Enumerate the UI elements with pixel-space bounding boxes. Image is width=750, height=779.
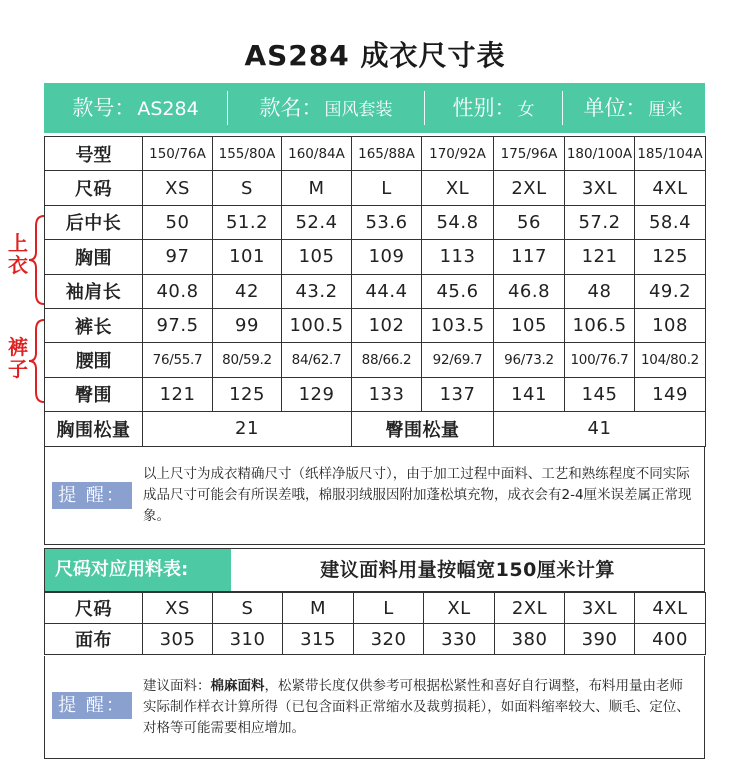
cell: 52.4 xyxy=(282,205,352,239)
cell: 108 xyxy=(635,308,706,342)
cell: 185/104A xyxy=(635,137,706,171)
chest-ease-label: 胸围松量 xyxy=(45,412,143,446)
fabric-row-amount xyxy=(45,624,706,655)
cell: 50 xyxy=(143,205,213,239)
cell: 99 xyxy=(213,308,282,342)
cell: 97.5 xyxy=(143,308,213,342)
cell: 160/84A xyxy=(282,137,352,171)
row-label: 胸围 xyxy=(45,240,143,274)
cell: 46.8 xyxy=(494,274,565,308)
row-model xyxy=(45,137,706,171)
unit xyxy=(563,83,703,133)
cell: 125 xyxy=(213,377,282,411)
gender-value: 女 xyxy=(517,100,535,120)
cell: 102 xyxy=(352,308,422,342)
chest-ease-value: 21 xyxy=(143,412,352,446)
brace-top-icon xyxy=(26,214,46,306)
cell: 400 xyxy=(635,624,706,655)
cell: 43.2 xyxy=(282,274,352,308)
cell: 137 xyxy=(422,377,494,411)
row-label: 号型 xyxy=(45,137,143,171)
cell: 330 xyxy=(424,624,495,655)
style-name xyxy=(228,83,424,133)
cell: XS xyxy=(143,171,213,205)
cell: 2XL xyxy=(495,593,565,624)
cell: 100/76.7 xyxy=(565,343,635,377)
row-back-length xyxy=(45,205,706,239)
cell: 51.2 xyxy=(213,205,282,239)
cell: XL xyxy=(424,593,495,624)
cell: 84/62.7 xyxy=(282,343,352,377)
reminder-text: 以上尺寸为成衣精确尺寸（纸样净版尺寸），由于加工过程中面料、工艺和熟练程度不同实际成品尺寸可能会有所误差哦，棉服羽绒服因附加蓬松填充物，成衣会有2-4厘米误差属正常现象。 xyxy=(143,466,692,524)
cell: 3XL xyxy=(565,593,635,624)
cell: 125 xyxy=(635,240,706,274)
cell: 3XL xyxy=(565,171,635,205)
cell: 113 xyxy=(422,240,494,274)
row-ease xyxy=(45,412,706,446)
row-pants-length xyxy=(45,308,706,342)
side-label-pants: 裤子 xyxy=(8,335,28,381)
side-label-top: 上衣 xyxy=(8,231,28,277)
fabric-reminder-prefix: 建议面料： xyxy=(143,678,211,694)
cell: 92/69.7 xyxy=(422,343,494,377)
row-hip xyxy=(45,377,706,411)
row-label: 尺码 xyxy=(45,593,143,624)
hip-ease-value: 41 xyxy=(494,412,706,446)
cell: 180/100A xyxy=(565,137,635,171)
cell: 97 xyxy=(143,240,213,274)
cell: 109 xyxy=(352,240,422,274)
cell: 141 xyxy=(494,377,565,411)
cell: 106.5 xyxy=(565,308,635,342)
cell: 121 xyxy=(143,377,213,411)
cell: M xyxy=(283,593,354,624)
unit-label: 单位： xyxy=(583,96,647,120)
row-label: 后中长 xyxy=(45,205,143,239)
cell: XS xyxy=(143,593,213,624)
cell: 105 xyxy=(282,240,352,274)
cell: 129 xyxy=(282,377,352,411)
row-size xyxy=(45,171,706,205)
row-label: 尺码 xyxy=(45,171,143,205)
cell: 96/73.2 xyxy=(494,343,565,377)
gender-label: 性别： xyxy=(452,96,516,120)
cell: 170/92A xyxy=(422,137,494,171)
cell: 4XL xyxy=(635,171,706,205)
cell: 45.6 xyxy=(422,274,494,308)
cell: 390 xyxy=(565,624,635,655)
row-label: 袖肩长 xyxy=(45,274,143,308)
row-label: 腰围 xyxy=(45,343,143,377)
style-name-label: 款名： xyxy=(259,96,323,120)
hip-ease-label: 臀围松量 xyxy=(352,412,494,446)
cell: 80/59.2 xyxy=(213,343,282,377)
reminder-tag: 提 醒： xyxy=(52,482,132,509)
cell: 4XL xyxy=(635,593,706,624)
cell: 117 xyxy=(494,240,565,274)
cell: L xyxy=(354,593,424,624)
cell: 49.2 xyxy=(635,274,706,308)
cell: 42 xyxy=(213,274,282,308)
row-label: 面布 xyxy=(45,624,143,655)
fabric-table xyxy=(44,592,706,655)
style-no-value: AS284 xyxy=(137,98,199,120)
cell: 54.8 xyxy=(422,205,494,239)
fabric-reminder-text xyxy=(143,676,695,739)
cell: L xyxy=(352,171,422,205)
cell: 380 xyxy=(495,624,565,655)
fabric-reminder-tag: 提 醒： xyxy=(52,692,132,719)
row-label: 臀围 xyxy=(45,377,143,411)
cell: 103.5 xyxy=(422,308,494,342)
cell: 315 xyxy=(283,624,354,655)
unit-value: 厘米 xyxy=(648,100,683,120)
fabric-reminder-body: ，松紧带长度仅供参考可根据松紧性和喜好自行调整，布料用量由老师实际制作样衣计算所得（已包含面料正常缩水及裁剪损耗），如面料缩率较大、顺毛、定位、对格等可能需要相应增加。 xyxy=(143,678,690,736)
cell: 2XL xyxy=(494,171,565,205)
cell: 175/96A xyxy=(494,137,565,171)
row-waist xyxy=(45,343,706,377)
cell: 101 xyxy=(213,240,282,274)
cell: 58.4 xyxy=(635,205,706,239)
cell: 100.5 xyxy=(282,308,352,342)
cell: M xyxy=(282,171,352,205)
fabric-reminder-box xyxy=(44,656,705,759)
cell: 76/55.7 xyxy=(143,343,213,377)
cell: S xyxy=(213,171,282,205)
row-chest xyxy=(45,240,706,274)
row-sleeve xyxy=(45,274,706,308)
page-title: AS284 成衣尺寸表 xyxy=(244,39,506,72)
cell: 56 xyxy=(494,205,565,239)
brace-pants-icon xyxy=(26,318,46,404)
cell: XL xyxy=(422,171,494,205)
cell: 150/76A xyxy=(143,137,213,171)
fabric-reminder-fabric: 棉麻面料 xyxy=(210,678,265,694)
cell: 320 xyxy=(354,624,424,655)
cell: S xyxy=(213,593,283,624)
cell: 104/80.2 xyxy=(635,343,706,377)
style-name-value: 国风套装 xyxy=(324,100,393,120)
fabric-section-header xyxy=(44,548,705,592)
reminder-box xyxy=(44,446,705,545)
gender xyxy=(425,83,562,133)
info-bar xyxy=(44,83,705,133)
cell: 305 xyxy=(143,624,213,655)
cell: 44.4 xyxy=(352,274,422,308)
cell: 40.8 xyxy=(143,274,213,308)
cell: 48 xyxy=(565,274,635,308)
cell: 145 xyxy=(565,377,635,411)
cell: 155/80A xyxy=(213,137,282,171)
cell: 105 xyxy=(494,308,565,342)
cell: 133 xyxy=(352,377,422,411)
cell: 149 xyxy=(635,377,706,411)
cell: 310 xyxy=(213,624,283,655)
cell: 53.6 xyxy=(352,205,422,239)
cell: 165/88A xyxy=(352,137,422,171)
size-table xyxy=(44,136,706,447)
style-no-label: 款号： xyxy=(72,96,136,120)
cell: 88/66.2 xyxy=(352,343,422,377)
row-label: 裤长 xyxy=(45,308,143,342)
fabric-section-headline: 建议面料用量按幅宽150厘米计算 xyxy=(320,559,615,581)
cell: 57.2 xyxy=(565,205,635,239)
fabric-section-label: 尺码对应用料表: xyxy=(45,549,231,591)
cell: 121 xyxy=(565,240,635,274)
style-no xyxy=(44,83,227,133)
fabric-row-size xyxy=(45,593,706,624)
